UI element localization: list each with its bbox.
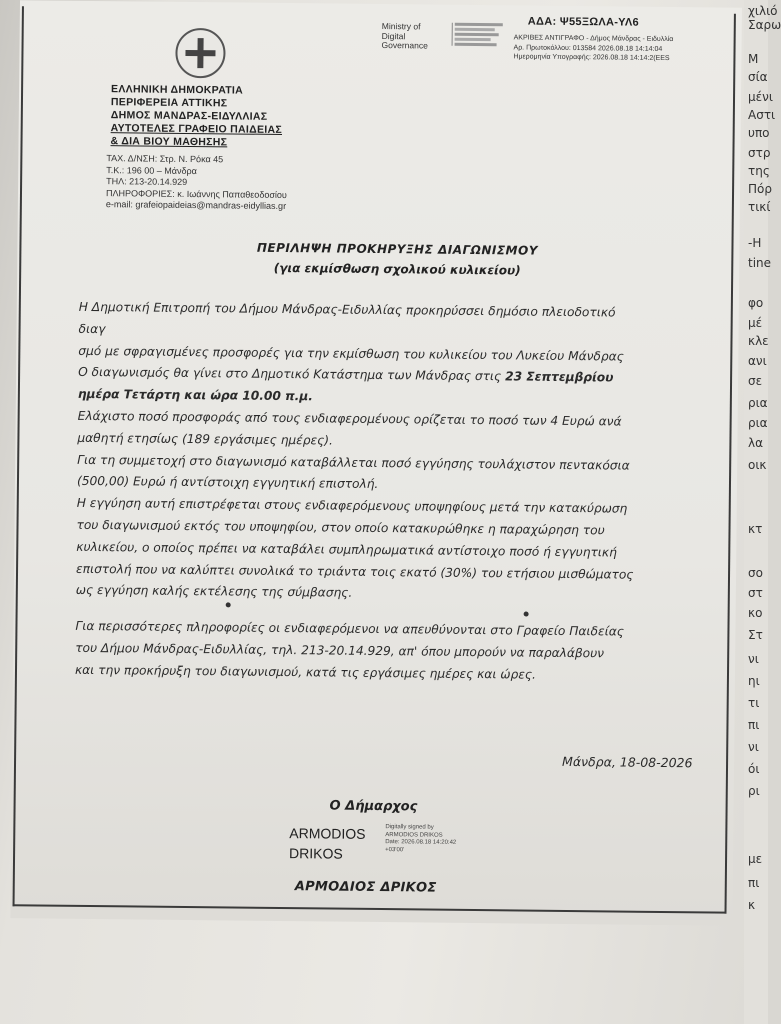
contact-line: ΤΑΧ. Δ/ΝΣΗ: Στρ. Ν. Ρόκα 45 bbox=[106, 153, 224, 165]
contest-date: 23 Σεπτεμβρίου bbox=[505, 369, 614, 385]
adjacent-text: νι bbox=[748, 740, 759, 754]
adjacent-text: ρια bbox=[748, 416, 768, 430]
document-date: Μάνδρα, 18-08-2026 bbox=[561, 753, 693, 771]
document-page bbox=[10, 0, 742, 926]
body-line: και την προκήρυξη του διαγωνισμού, κατά τις εργάσιμες ημέρες και ώρες. bbox=[74, 662, 536, 682]
adjacent-text: στρ bbox=[748, 146, 771, 160]
authority-line: & ΔΙΑ ΒΙΟΥ ΜΑΘΗΣΗΣ bbox=[110, 135, 228, 149]
adjacent-text: στ bbox=[748, 586, 763, 600]
contact-line: e-mail: grafeiopaideias@mandras-eidyllias.gr bbox=[105, 199, 287, 212]
authority-line: ΕΛΛΗΝΙΚΗ ΔΗΜΟΚΡΑΤΙΑ bbox=[111, 83, 244, 97]
adjacent-text: λα bbox=[748, 436, 764, 450]
adjacent-text: κλε bbox=[748, 334, 769, 348]
adjacent-text: οικ bbox=[748, 458, 767, 472]
adjacent-text: μένι bbox=[748, 90, 773, 104]
body-line: (500,00) Ευρώ ή αντίστοιχη εγγυητική επιστολή. bbox=[76, 474, 379, 492]
adjacent-text: Μ bbox=[748, 52, 759, 66]
adjacent-text: πι bbox=[748, 876, 760, 890]
body-line: Η Δημοτική Επιτροπή του Δήμου Μάνδρας-Ειδυλλίας προκηρύσσει δημόσιο πλειοδοτικό bbox=[78, 299, 616, 320]
adjacent-text: υπο bbox=[748, 126, 770, 140]
greek-emblem-icon bbox=[175, 28, 226, 79]
adjacent-text: ρια bbox=[748, 396, 768, 410]
body-line: επιστολή που να καλύπτει συνολικά το τριάντα τοις εκατό (30%) του ετήσιου μισθώματος bbox=[75, 561, 634, 582]
adjacent-text: κ bbox=[748, 898, 756, 912]
adjacent-text: νι bbox=[748, 652, 759, 666]
signatory-role: Ο Δήμαρχος bbox=[329, 798, 418, 815]
contact-block bbox=[106, 153, 287, 212]
adjacent-text: ηι bbox=[748, 674, 760, 688]
adjacent-text: Πόρ bbox=[748, 182, 772, 196]
body-line: σμό με σφραγισμένες προσφορές για την εκμίσθωση του κυλικείου του Λυκείου Μάνδρας bbox=[78, 343, 624, 364]
authority-line: ΑΥΤΟΤΕΛΕΣ ΓΡΑΦΕΙΟ ΠΑΙΔΕΙΑΣ bbox=[110, 122, 283, 136]
adjacent-text: πι bbox=[748, 718, 760, 732]
adjacent-text: όι bbox=[748, 762, 760, 776]
body-line: του Δήμου Μάνδρας-Ειδυλλίας, τηλ. 213-20.14.929, απ' όπου μπορούν να παραλάβουν bbox=[75, 640, 605, 661]
adjacent-text: σο bbox=[748, 566, 763, 580]
adjacent-text: Στ bbox=[748, 628, 763, 642]
ink-speck bbox=[524, 612, 529, 617]
digital-signature-details: Digitally signed by ARMODIOS DRIKOS Date: 2026.08.18 14:20:42 +03'00' bbox=[385, 824, 457, 853]
ink-speck bbox=[226, 602, 231, 607]
adjacent-text: τικί bbox=[748, 200, 771, 214]
body-line: Για τη συμμετοχή στο διαγωνισμό καταβάλλεται ποσό εγγύησης τουλάχιστον πεντακόσια bbox=[77, 452, 630, 473]
adjacent-text: tine bbox=[748, 256, 772, 270]
body-line: ως εγγύηση καλής εκτέλεσης της σύμβασης. bbox=[75, 583, 353, 601]
ministry-label: Ministry of Digital Governance bbox=[381, 21, 428, 51]
issuing-authority bbox=[110, 27, 351, 151]
adjacent-text: χιλιό bbox=[748, 4, 778, 18]
contest-time: ημέρα Τετάρτη και ώρα 10.00 π.μ. bbox=[77, 387, 314, 404]
adjacent-text: Αστι bbox=[748, 108, 776, 122]
adjacent-text: -Η bbox=[748, 236, 762, 250]
signatory-name: ΑΡΜΟΔΙΟΣ ΔΡΙΚΟΣ bbox=[294, 879, 437, 896]
adjacent-text: με bbox=[748, 852, 763, 866]
body-line: Η εγγύηση αυτή επιστρέφεται στους ενδιαφερόμενους υποψηφίους μετά την κατακύρωση bbox=[76, 496, 628, 516]
body-line: Ελάχιστο ποσό προσφοράς από τους ενδιαφερομένους ορίζεται το ποσό των 4 Ευρώ ανά bbox=[77, 408, 622, 429]
authority-line: ΠΕΡΙΦΕΡΕΙΑ ΑΤΤΙΚΗΣ bbox=[110, 96, 228, 110]
digital-signature-name: ARMODIOS DRIKOS bbox=[289, 825, 366, 862]
document-title: ΠΕΡΙΛΗΨΗ ΠΡΟΚΗΡΥΞΗΣ ΔΙΑΓΩΝΙΣΜΟΥ bbox=[256, 240, 539, 258]
adjacent-text: της bbox=[748, 164, 770, 178]
body-line: μαθητή ετησίως (189 εργάσιμες ημέρες). bbox=[77, 430, 334, 448]
body-line: κυλικείου, ο οποίος πρέπει να καταβάλει συμπληρωματικά αντίστοιχο ποσό ή εγγυητική bbox=[76, 539, 617, 560]
body-line: Για περισσότερες πληροφορίες οι ενδιαφερόμενοι να απευθύνονται στο Γραφείο Παιδείας bbox=[75, 618, 625, 639]
document-body bbox=[75, 297, 729, 688]
contact-line: ΤΗΛ: 213-20.14.929 bbox=[106, 176, 188, 187]
document-subtitle: (για εκμίσθωση σχολικού κυλικείου) bbox=[273, 260, 521, 278]
digital-signature-stamp-icon bbox=[452, 21, 506, 52]
certified-copy-block: ΑΚΡΙΒΕΣ ΑΝΤΙΓΡΑΦΟ - Δήμος Μάνδρας - Ειδυλλία Αρ. Πρωτοκόλλου: 013584 2026.08.18 14:14:04 Ημερομηνία Υπογραφής: 2026.08.18 14:14:2(EES bbox=[513, 34, 674, 63]
adjacent-text: ρι bbox=[748, 784, 760, 798]
adjacent-text: σία bbox=[748, 70, 768, 84]
adjacent-text: μέ bbox=[748, 316, 763, 330]
adjacent-text: κτ bbox=[748, 522, 763, 536]
adjacent-text: Σαρω bbox=[748, 18, 781, 32]
adjacent-text: ανι bbox=[748, 354, 767, 368]
adjacent-text: τι bbox=[748, 696, 760, 710]
adjacent-text: φο bbox=[748, 296, 764, 310]
body-line: διαγ bbox=[78, 321, 106, 336]
adjacent-text: σε bbox=[748, 374, 763, 388]
adjacent-text: κο bbox=[748, 606, 763, 620]
authority-line: ΔΗΜΟΣ ΜΑΝΔΡΑΣ-ΕΙΔΥΛΛΙΑΣ bbox=[110, 109, 268, 123]
contact-line: ΠΛΗΡΟΦΟΡΙΕΣ: κ. Ιωάννης Παπαθεοδοσίου bbox=[105, 187, 287, 200]
adjacent-column bbox=[744, 0, 781, 1024]
contact-line: Τ.Κ.: 196 00 – Μάνδρα bbox=[106, 164, 197, 176]
ada-code: ΑΔΑ: Ψ55ΞΩΛΑ-ΥΛ6 bbox=[527, 15, 639, 29]
body-line: Ο διαγωνισμός θα γίνει στο Δημοτικό Κατάστημα των Μάνδρας στις 23 Σεπτεμβρίου bbox=[78, 365, 614, 385]
body-line: του διαγωνισμού εκτός του υποψηφίου, στον οποίο κατακυρώθηκε η παραχώρηση του bbox=[76, 517, 605, 538]
